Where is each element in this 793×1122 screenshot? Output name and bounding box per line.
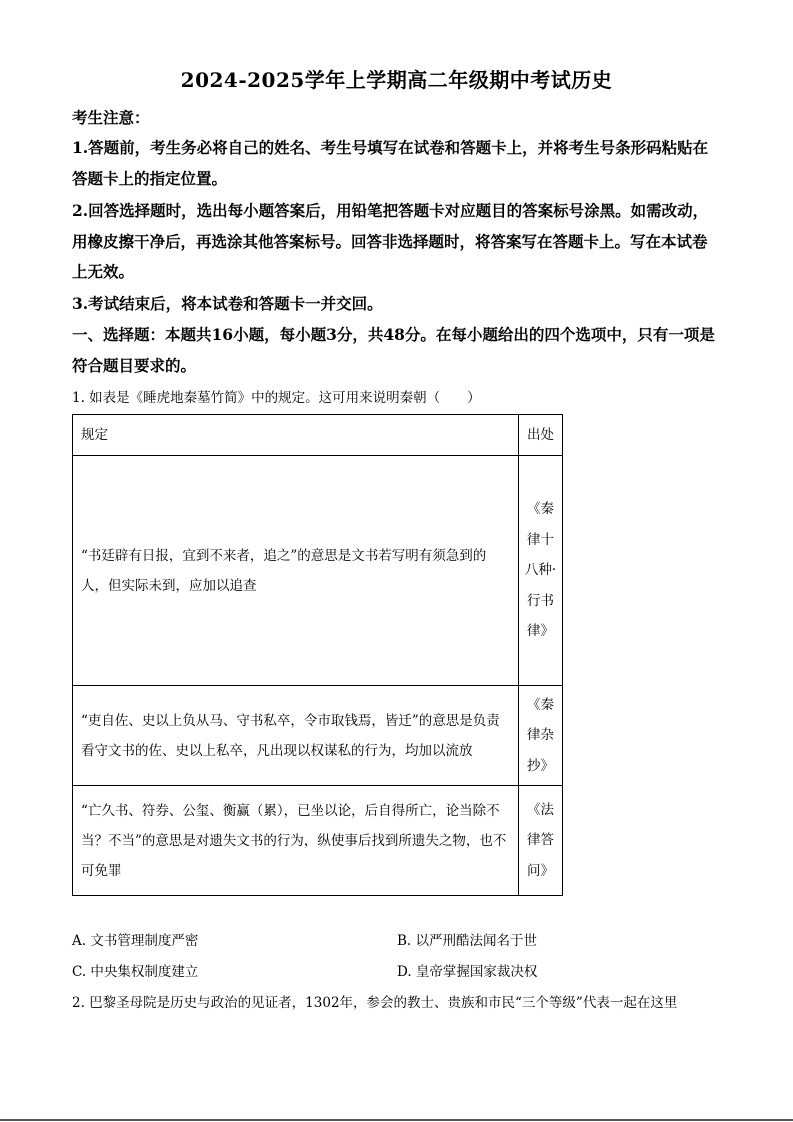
table-row [73, 456, 563, 686]
section-1-heading: 一、选择题：本题共16小题，每小题3分，共48分。在每小题给出的四个选项中，只有一项是符合题目要求的。 [72, 325, 715, 375]
option-a[interactable]: A. 文书管理制度严密 [72, 933, 199, 949]
exam-title: 2024-2025学年上学期高二年级期中考试历史 [180, 68, 613, 92]
table-row [73, 786, 563, 896]
header-source: 出处 [519, 415, 563, 456]
notice-2: 2.回答选择题时，选出每小题答案后，用铅笔把答题卡对应题目的答案标号涂黑。如需改动，用橡皮擦干净后，再选涂其他答案标号。回答非选择题时，将答案写在答题卡上。写在本试卷上无效。 [72, 201, 709, 281]
rule-cell: “书廷辟有日报，宜到不来者，追之”的意思是文书若写明有须急到的人，但实际未到，应加以追查 [73, 456, 519, 686]
rule-cell: “亡久书、符券、公玺、衡赢（累），已坐以论，后自得所亡，论当除不当？不当”的意思是对遗失文书的行为，纵使事后找到所遗失之物，也不可免罪 [73, 786, 519, 896]
notice-1: 1.答题前，考生务必将自己的姓名、考生号填写在试卷和答题卡上，并将考生号条形码粘贴在答题卡上的指定位置。 [72, 138, 709, 188]
notice-3: 3.考试结束后，将本试卷和答题卡一并交回。 [72, 294, 383, 313]
page-bottom-rule [0, 1119, 793, 1121]
option-c[interactable]: C. 中央集权制度建立 [72, 964, 199, 980]
notice-heading: 考生注意： [72, 108, 150, 127]
option-b[interactable]: B. 以严刑酷法闻名于世 [397, 933, 538, 949]
table-row [73, 686, 563, 786]
table-header-row [73, 415, 563, 456]
question-1-stem: 1. 如表是《睡虎地秦墓竹简》中的规定。这可用来说明秦朝（ ） [72, 390, 481, 406]
source-cell: 《秦律杂抄》 [519, 686, 563, 786]
source-cell: 《秦律十八种·行书律》 [519, 456, 563, 686]
header-rule: 规定 [73, 415, 519, 456]
regulation-table [72, 414, 563, 896]
source-cell: 《法律答问》 [519, 786, 563, 896]
question-2-stem: 2. 巴黎圣母院是历史与政治的见证者，1302年，参会的教士、贵族和市民“三个等级”代表一起在这里 [72, 995, 678, 1011]
rule-cell: “吏自佐、史以上负从马、守书私卒，令市取钱焉，皆迁”的意思是负责看守文书的佐、史以上私卒，凡出现以权谋私的行为，均加以流放 [73, 686, 519, 786]
option-d[interactable]: D. 皇帝掌握国家裁决权 [397, 964, 538, 980]
